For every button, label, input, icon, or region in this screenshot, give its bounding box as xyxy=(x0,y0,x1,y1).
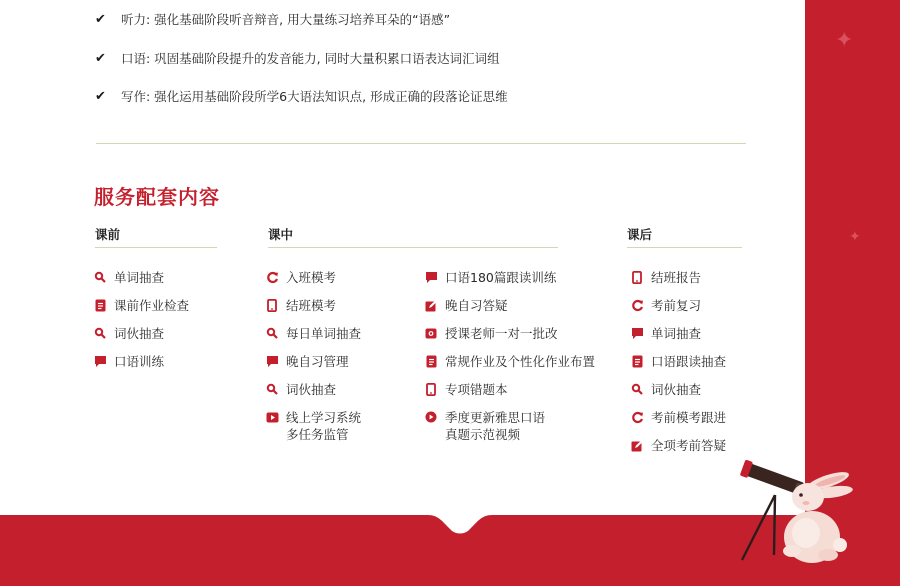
chat-bubble-icon xyxy=(93,354,107,368)
goal-item xyxy=(95,8,735,30)
search-icon xyxy=(265,382,279,396)
service-item xyxy=(630,381,701,398)
service-item-label: 全项考前答疑 xyxy=(651,438,727,453)
document-icon xyxy=(93,298,107,312)
checkmark-icon: ✔ xyxy=(95,50,106,66)
service-item xyxy=(424,353,595,370)
goal-text: 听力: 强化基础阶段听音辩音, 用大量练习培养耳朵的“语感” xyxy=(121,12,451,27)
edit-icon xyxy=(630,438,644,452)
service-item-label: 晚自习管理 xyxy=(286,354,349,369)
service-item xyxy=(93,325,164,342)
service-item-label: 授课老师一对一批改 xyxy=(445,326,558,341)
search-icon xyxy=(93,270,107,284)
service-item xyxy=(630,325,701,342)
service-item xyxy=(424,269,556,286)
section-title: 服务配套内容 xyxy=(94,185,220,209)
column-heading-before: 课前 xyxy=(95,227,121,242)
phone-icon xyxy=(630,270,644,284)
service-item-label: 口语180篇跟读训练 xyxy=(445,270,557,285)
checkmark-icon: ✔ xyxy=(95,11,106,27)
service-item-label: 季度更新雅思口语 真题示范视频 xyxy=(445,410,546,442)
service-item-label: 入班模考 xyxy=(286,270,337,285)
service-item xyxy=(630,437,726,454)
chat-bubble-icon xyxy=(424,270,438,284)
service-item xyxy=(424,409,545,443)
service-item xyxy=(265,269,336,286)
chat-bubble-icon xyxy=(630,326,644,340)
camera-icon xyxy=(424,326,438,340)
service-item-label: 专项错题本 xyxy=(445,382,508,397)
service-item-label: 词伙抽查 xyxy=(286,382,337,397)
service-item xyxy=(93,297,189,314)
column-heading-after: 课后 xyxy=(627,227,653,242)
service-item xyxy=(265,325,361,342)
service-item-label: 晚自习答疑 xyxy=(445,298,508,313)
document-icon xyxy=(424,354,438,368)
sparkle-icon: ✦ xyxy=(849,229,861,245)
service-item-label: 常规作业及个性化作业布置 xyxy=(445,354,596,369)
refresh-icon xyxy=(630,298,644,312)
play-circle-icon xyxy=(424,410,438,424)
phone-icon xyxy=(265,298,279,312)
column-heading-during: 课中 xyxy=(268,227,294,242)
service-item-label: 线上学习系统 多任务监管 xyxy=(286,410,362,442)
search-icon xyxy=(93,326,107,340)
goal-text: 写作: 强化运用基础阶段所学6大语法知识点, 形成正确的段落论证思维 xyxy=(121,89,508,104)
column-rule xyxy=(268,247,558,248)
chat-bubble-icon xyxy=(265,354,279,368)
search-icon xyxy=(265,326,279,340)
edit-icon xyxy=(424,298,438,312)
section-divider xyxy=(96,143,746,144)
service-item xyxy=(265,381,336,398)
rabbit-telescope-illustration xyxy=(730,455,870,575)
service-item-label: 结班模考 xyxy=(286,298,337,313)
goal-text: 口语: 巩固基础阶段提升的发音能力, 同时大量积累口语表达词汇词组 xyxy=(121,51,500,66)
service-item-label: 口语训练 xyxy=(114,354,165,369)
service-item xyxy=(630,297,701,314)
service-item xyxy=(265,409,361,443)
sparkle-icon: ✦ xyxy=(835,28,854,53)
refresh-icon xyxy=(630,410,644,424)
service-item xyxy=(93,353,164,370)
service-item xyxy=(424,381,508,398)
goal-item xyxy=(95,85,735,107)
service-item xyxy=(630,269,701,286)
service-item xyxy=(630,409,726,426)
service-item-label: 课前作业检查 xyxy=(114,298,190,313)
service-item xyxy=(424,325,558,342)
video-play-icon xyxy=(265,410,279,424)
service-item xyxy=(265,353,349,370)
service-item xyxy=(265,297,336,314)
service-item-label: 考前模考跟进 xyxy=(651,410,727,425)
refresh-icon xyxy=(265,270,279,284)
search-icon xyxy=(630,382,644,396)
service-item-label: 词伙抽查 xyxy=(114,326,165,341)
service-item-label: 单词抽查 xyxy=(651,326,702,341)
service-item xyxy=(630,353,726,370)
service-item-label: 口语跟读抽查 xyxy=(651,354,727,369)
service-item-label: 单词抽查 xyxy=(114,270,165,285)
service-item-label: 每日单词抽查 xyxy=(286,326,362,341)
checkmark-icon: ✔ xyxy=(95,88,106,104)
column-rule xyxy=(627,247,742,248)
service-item-label: 词伙抽查 xyxy=(651,382,702,397)
service-item xyxy=(93,269,164,286)
service-item-label: 考前复习 xyxy=(651,298,702,313)
bottom-notch-shape xyxy=(428,515,492,539)
phone-icon xyxy=(424,382,438,396)
column-rule xyxy=(95,247,217,248)
goal-item xyxy=(95,47,735,69)
service-item-label: 结班报告 xyxy=(651,270,702,285)
service-item xyxy=(424,297,508,314)
document-icon xyxy=(630,354,644,368)
